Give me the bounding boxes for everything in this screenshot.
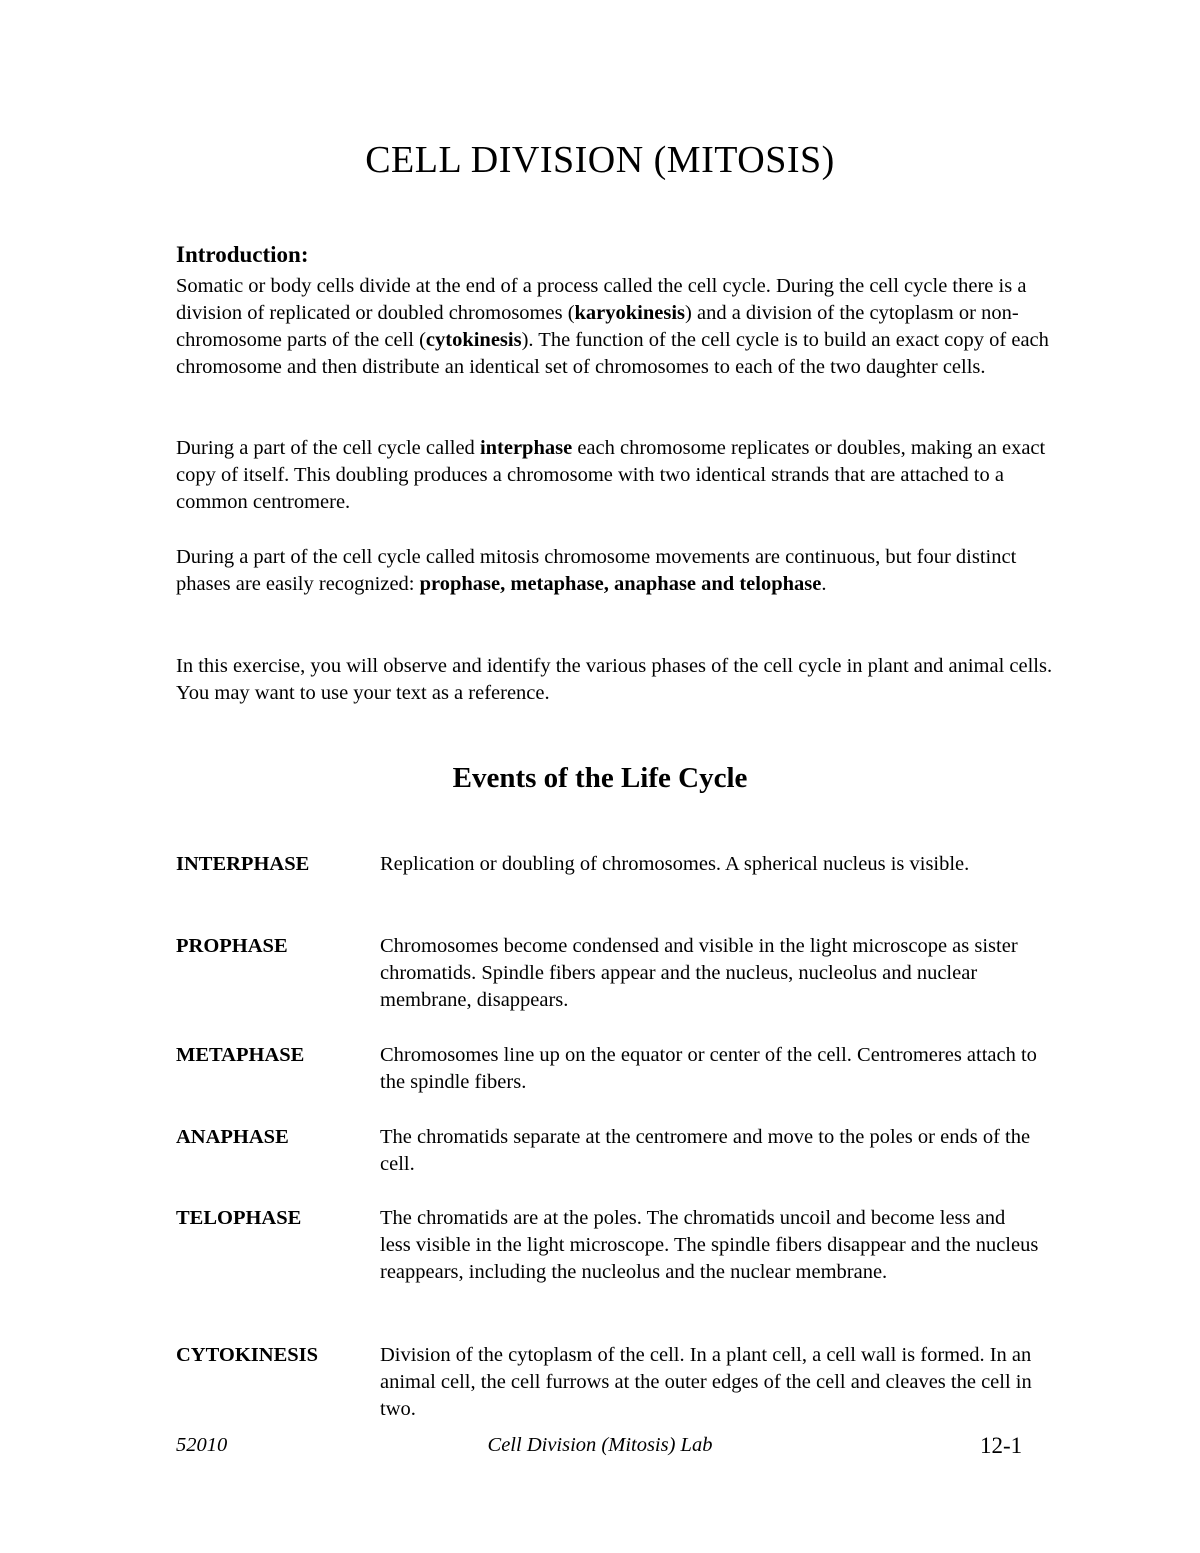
phase-description: Chromosomes line up on the equator or center of the cell. Centromeres attach to the spindle fibers.: [380, 1044, 1037, 1093]
bold-term: cytokinesis: [425, 329, 522, 351]
bold-term: interphase: [479, 437, 573, 459]
phase-name: ANAPHASE: [176, 1126, 289, 1148]
intro-paragraph-3: [176, 544, 1056, 598]
phase-name: METAPHASE: [176, 1044, 305, 1066]
phase-description: Replication or doubling of chromosomes. A spherical nucleus is visible.: [380, 853, 970, 875]
paragraph-text: [176, 273, 1056, 381]
footer-course-number: 52010: [176, 1434, 228, 1456]
phase-name: PROPHASE: [176, 935, 288, 957]
text-run: .: [821, 573, 827, 595]
text-run: ) and a division of the cytoplasm or non-chromosome parts of the cell (: [176, 302, 1019, 351]
footer-page-number: 12-1: [980, 1433, 1023, 1458]
text-run: Somatic or body cells divide at the end of a process called the cell cycle. During the cell cycle there is a division of replicated or doubled chromosomes (: [176, 275, 1027, 324]
bold-term: karyokinesis: [574, 302, 686, 324]
events-heading: Events of the Life Cycle: [452, 762, 748, 794]
paragraph-text: [176, 544, 1056, 598]
intro-paragraph-2: [176, 435, 1056, 516]
intro-paragraph-1: [176, 273, 1056, 381]
phase-description: Division of the cytoplasm of the cell. In a plant cell, a cell wall is formed. In an animal cell, the cell furrows at the outer edges of the cell and cleaves the cell in two.: [380, 1344, 1032, 1420]
paragraph-text: [176, 435, 1056, 516]
phase-name: CYTOKINESIS: [176, 1344, 319, 1366]
phase-description: Chromosomes become condensed and visible in the light microscope as sister chromatids. Spindle fibers appear and the nucleus, nucleolus and nuclear membrane, disappears.: [380, 935, 1018, 1011]
phase-name: INTERPHASE: [176, 853, 310, 875]
bold-term: prophase, metaphase, anaphase and telophase: [419, 573, 822, 595]
text-run: During a part of the cell cycle called mitosis chromosome movements are continuous, but four distinct phases are easily recognized:: [176, 546, 1017, 595]
page-title: CELL DIVISION (MITOSIS): [365, 139, 835, 181]
text-run: each chromosome replicates or doubles, making an exact copy of itself. This doubling produces a chromosome with two identical strands that are attached to a common centromere.: [176, 437, 1046, 513]
phase-description: The chromatids separate at the centromere and move to the poles or ends of the cell.: [380, 1126, 1031, 1175]
phase-name: TELOPHASE: [176, 1207, 302, 1229]
intro-paragraph-4: [176, 653, 1056, 707]
introduction-heading: Introduction:: [176, 242, 309, 267]
text-run: In this exercise, you will observe and identify the various phases of the cell cycle in plant and animal cells. You may want to use your text as a reference.: [176, 655, 1053, 704]
footer-lab-title: Cell Division (Mitosis) Lab: [487, 1434, 713, 1456]
paragraph-text: [176, 653, 1056, 707]
text-run: During a part of the cell cycle called: [176, 437, 480, 459]
phase-description: The chromatids are at the poles. The chromatids uncoil and become less and less visible in the light microscope. The spindle fibers disappear and the nucleus reappears, including the nucleolus and the nuclear membrane.: [380, 1207, 1039, 1283]
text-run: ). The function of the cell cycle is to build an exact copy of each chromosome and then distribute an identical set of chromosomes to each of the two daughter cells.: [176, 329, 1049, 378]
